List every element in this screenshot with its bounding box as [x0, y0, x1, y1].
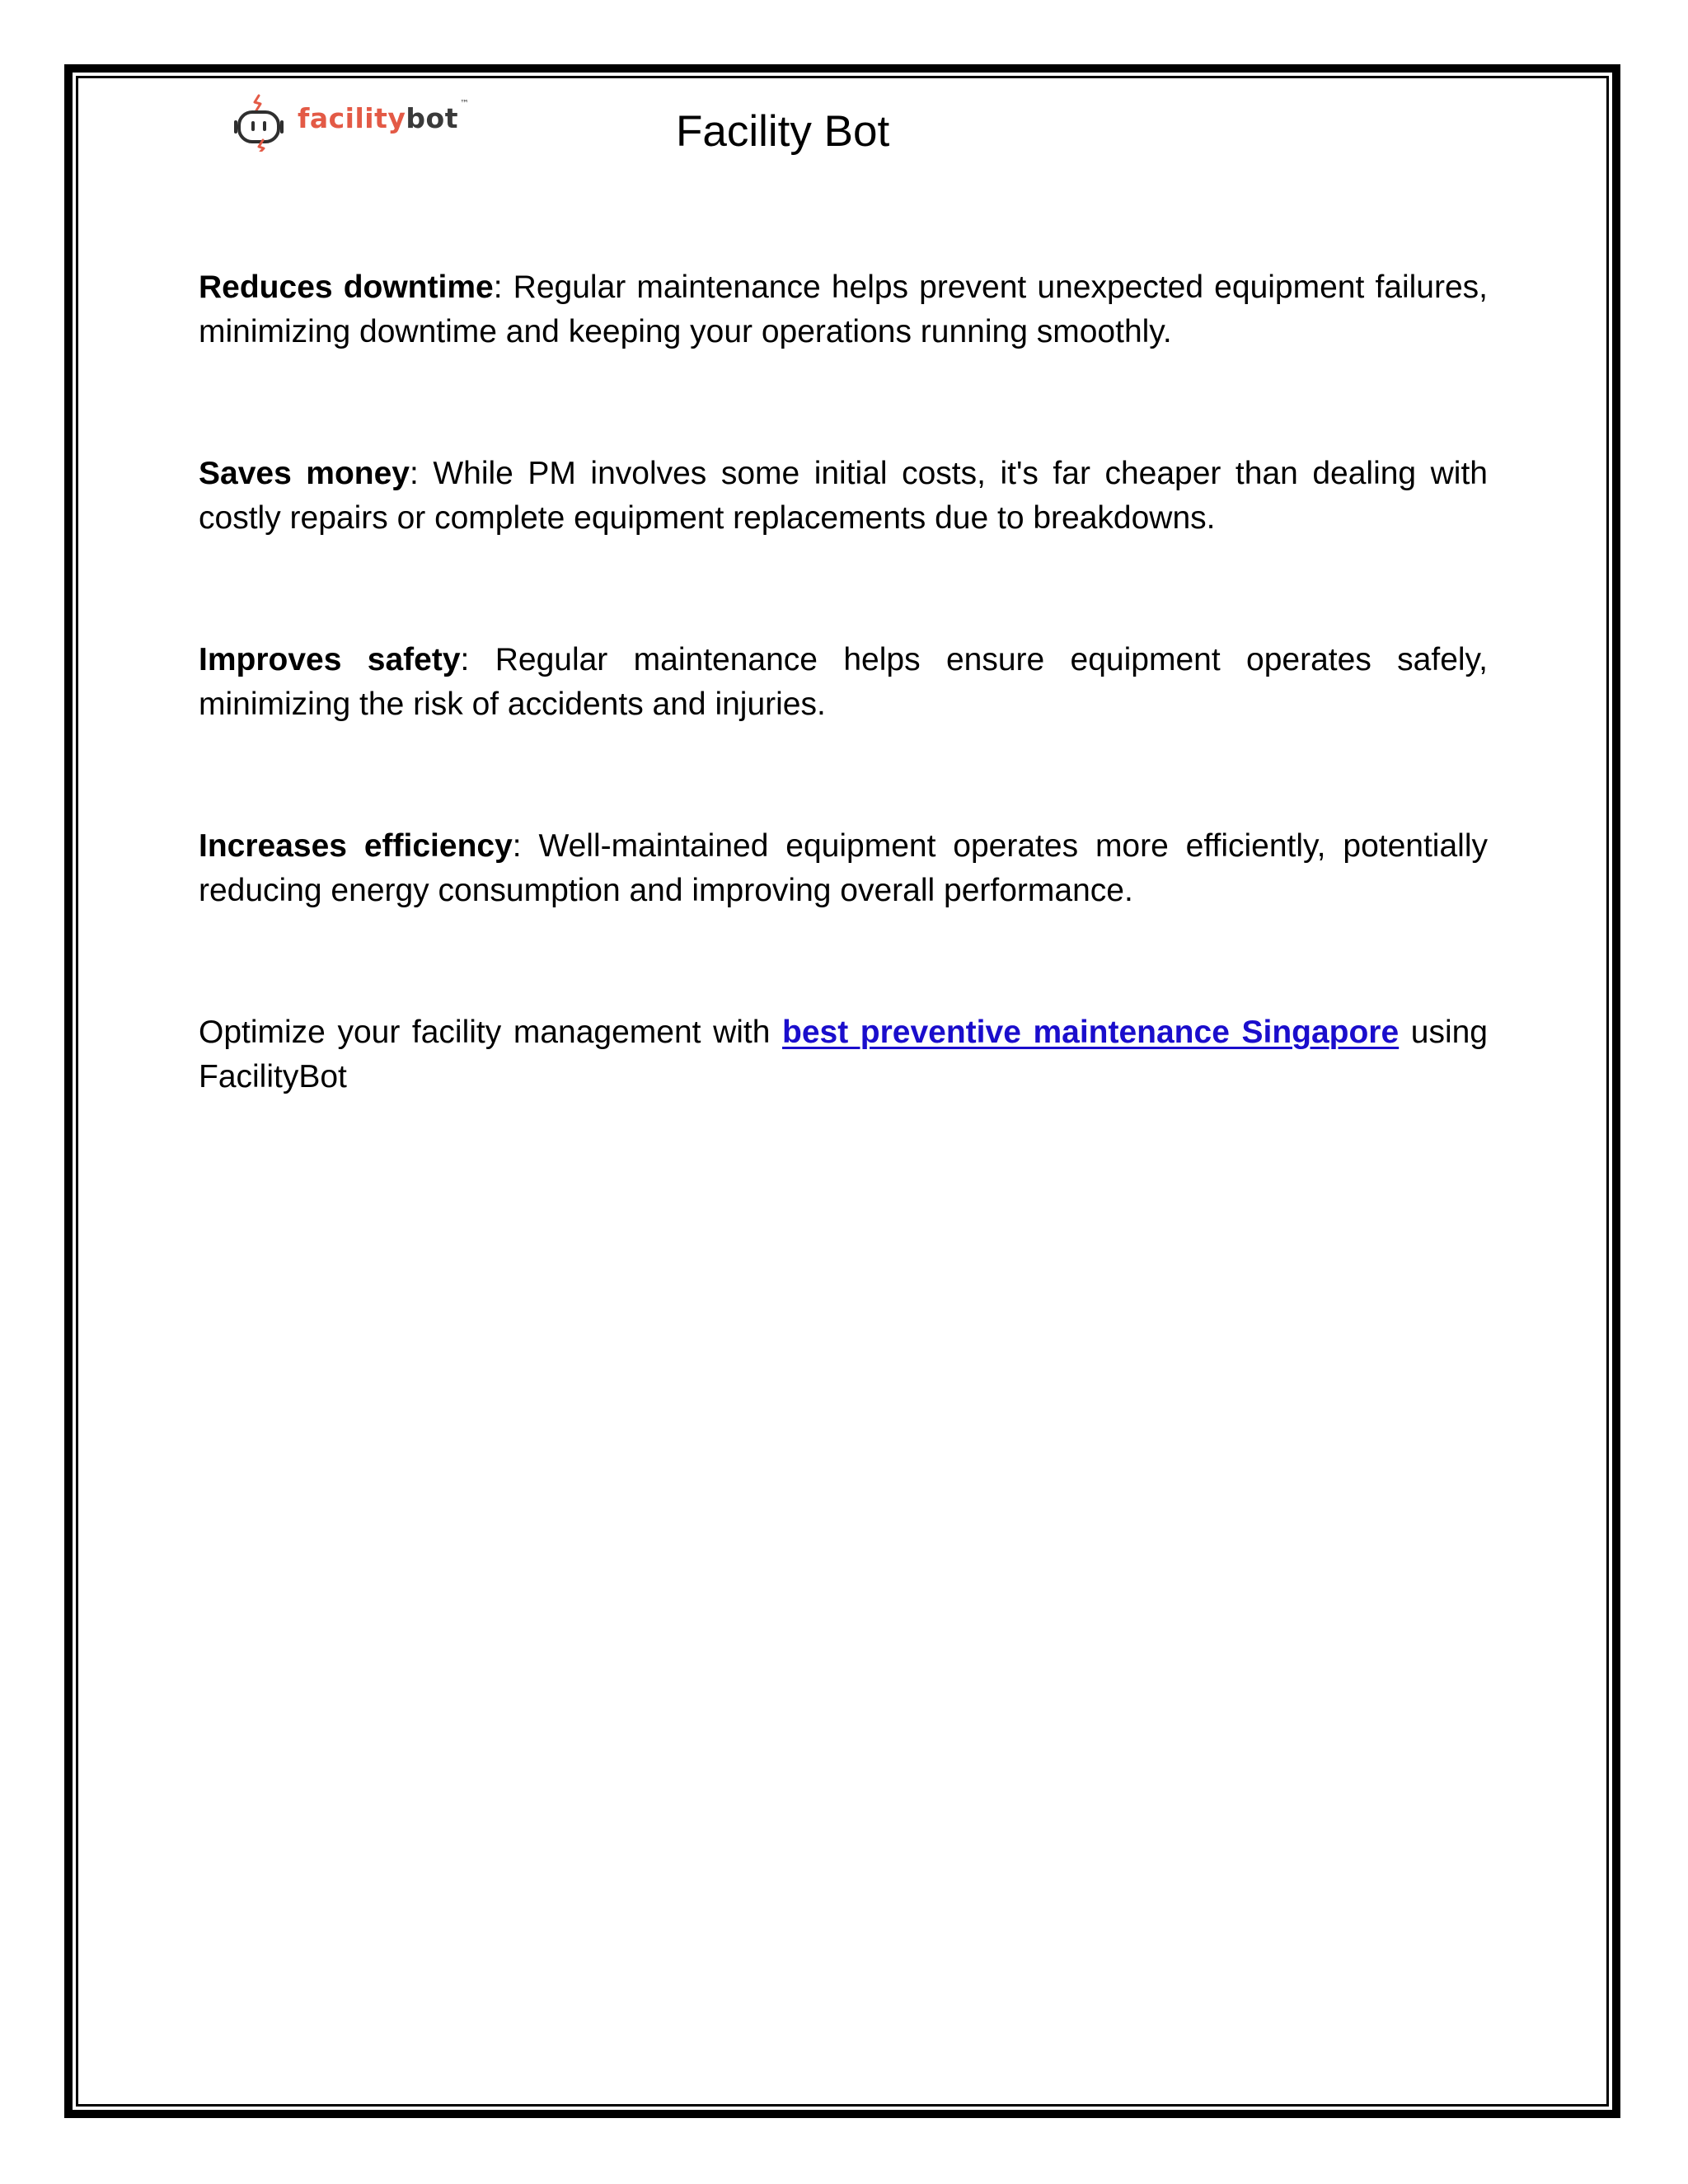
benefit-term: Improves safety: [199, 642, 461, 677]
benefit-description: : Regular maintenance helps ensure equipment operates safely, minimizing the risk of accidents and injuries.: [199, 642, 1488, 722]
benefit-description: : While PM involves some initial costs, it's far cheaper than dealing with costly repairs or complete equipment replacements due to breakdowns.: [199, 456, 1488, 536]
cta-paragraph: [199, 1010, 1488, 1099]
benefit-term: Reduces downtime: [199, 269, 494, 305]
logo-wordmark: [298, 97, 470, 134]
logo-trademark: ™: [460, 97, 470, 109]
benefit-description: : Regular maintenance helps prevent unexpected equipment failures, minimizing downtime and keeping your operations running smoothly.: [199, 269, 1488, 349]
benefit-term: Increases efficiency: [199, 828, 513, 864]
robot-head-icon: [233, 94, 284, 152]
cta-text-before: Optimize your facility management with: [199, 1015, 783, 1050]
benefit-term: Saves money: [199, 456, 410, 491]
logo-brand-part2: bot: [406, 101, 458, 134]
logo-brand-part1: facility: [298, 101, 406, 134]
benefit-paragraph: [199, 265, 1488, 354]
facilitybot-logo: [233, 94, 470, 152]
page-title: Facility Bot: [676, 107, 890, 156]
document-body: [199, 265, 1488, 1197]
benefit-description: : Well-maintained equipment operates more efficiently, potentially reducing energy consumption and improving overall performance.: [199, 828, 1488, 908]
cta-text-after: using FacilityBot: [199, 1015, 1488, 1094]
preventive-maintenance-link[interactable]: best preventive maintenance Singapore: [782, 1015, 1400, 1050]
benefit-paragraph: [199, 452, 1488, 541]
benefit-paragraph: [199, 824, 1488, 913]
benefit-paragraph: [199, 638, 1488, 727]
